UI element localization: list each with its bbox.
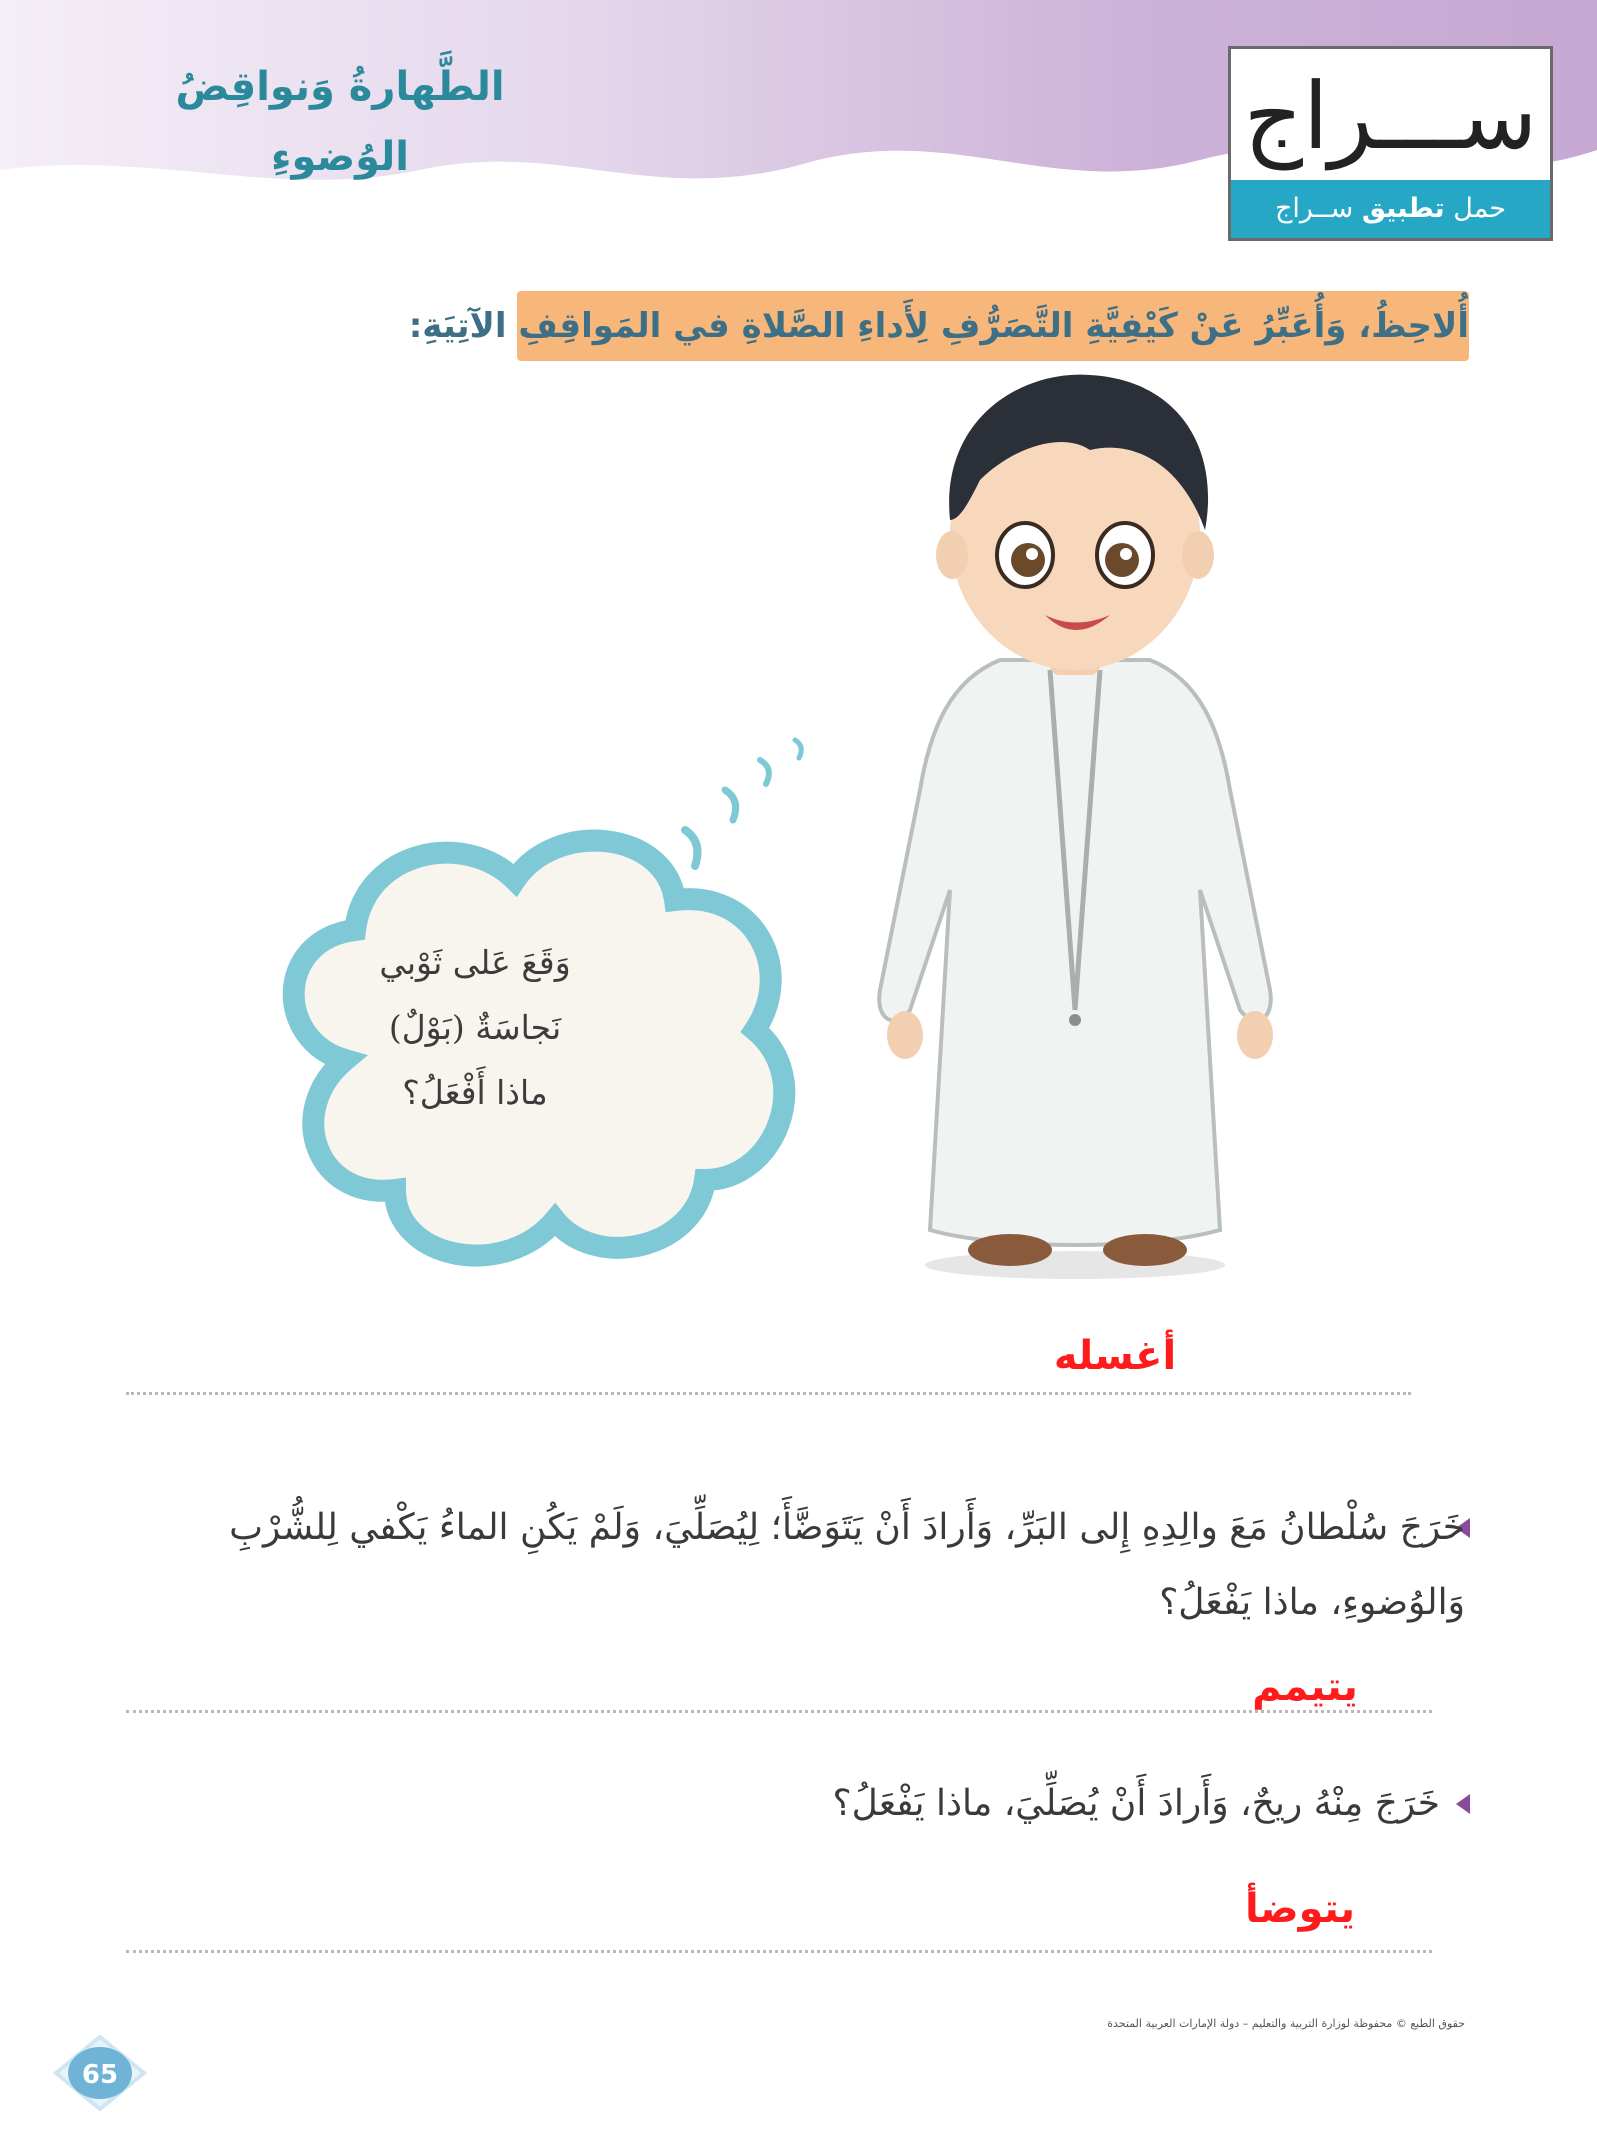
logo-strip-bold: تطبيق [1361,193,1445,224]
logo-strip [1231,180,1550,238]
answer-line-3[interactable] [126,1950,1432,1953]
bubble-text [330,930,620,1150]
bullet-marker [1456,1794,1470,1814]
answer-1: أغسله [1053,1333,1177,1379]
question-2: خَرَجَ مِنْهُ ريحٌ، وَأَرادَ أَنْ يُصَلِّيَ، ماذا يَفْعَلُ؟ [832,1783,1440,1824]
answer-line-1[interactable] [126,1392,1411,1395]
page-number-badge [50,2033,150,2113]
copyright-notice: حقوق الطبع © محفوظة لوزارة التربية والتعليم – دولة الإمارات العربية المتحدة [1107,2017,1465,2030]
question-1: خَرَجَ سُلْطانُ مَعَ والِدِهِ إِلى البَرِّ، وَأَرادَ أَنْ يَتَوَضَّأَ؛ لِيُصَلِّيَ، وَلَمْ يَكُنِ الماءُ يَكْفي لِلشُّرْبِ وَالوُضوءِ، ماذا يَفْعَلُ؟ [229,1507,1465,1623]
logo-strip-suffix: ســراج [1274,193,1354,224]
answer-3: يتوضأ [1244,1886,1356,1932]
logo-text: ســـراج [1243,63,1538,170]
answer-line-2[interactable] [126,1710,1432,1713]
boy-illustration [860,370,1290,1285]
bubble-line-3: ماذا أَفْعَلُ؟ [402,1073,548,1112]
logo-strip-prefix: حمل [1453,193,1507,224]
instruction-banner: أُلاحِظُ، وَأُعَبِّرُ عَنْ كَيْفِيَّةِ التَّصَرُّفِ لِأَداءِ الصَّلاةِ في المَواقِفِ الآتِيَةِ: [517,291,1469,361]
siraj-logo[interactable] [1228,46,1553,241]
page-number: 65 [81,2060,119,2090]
answer-2: يتيمم [1252,1664,1358,1710]
bubble-line-1: وَقَعَ عَلى ثَوْبي [379,943,571,982]
bubble-line-2: نَجاسَةٌ (بَوْلٌ) [388,1008,562,1047]
chapter-title: الطَّهارةُ وَنواقِضُ الوُضوءِ [175,64,505,180]
